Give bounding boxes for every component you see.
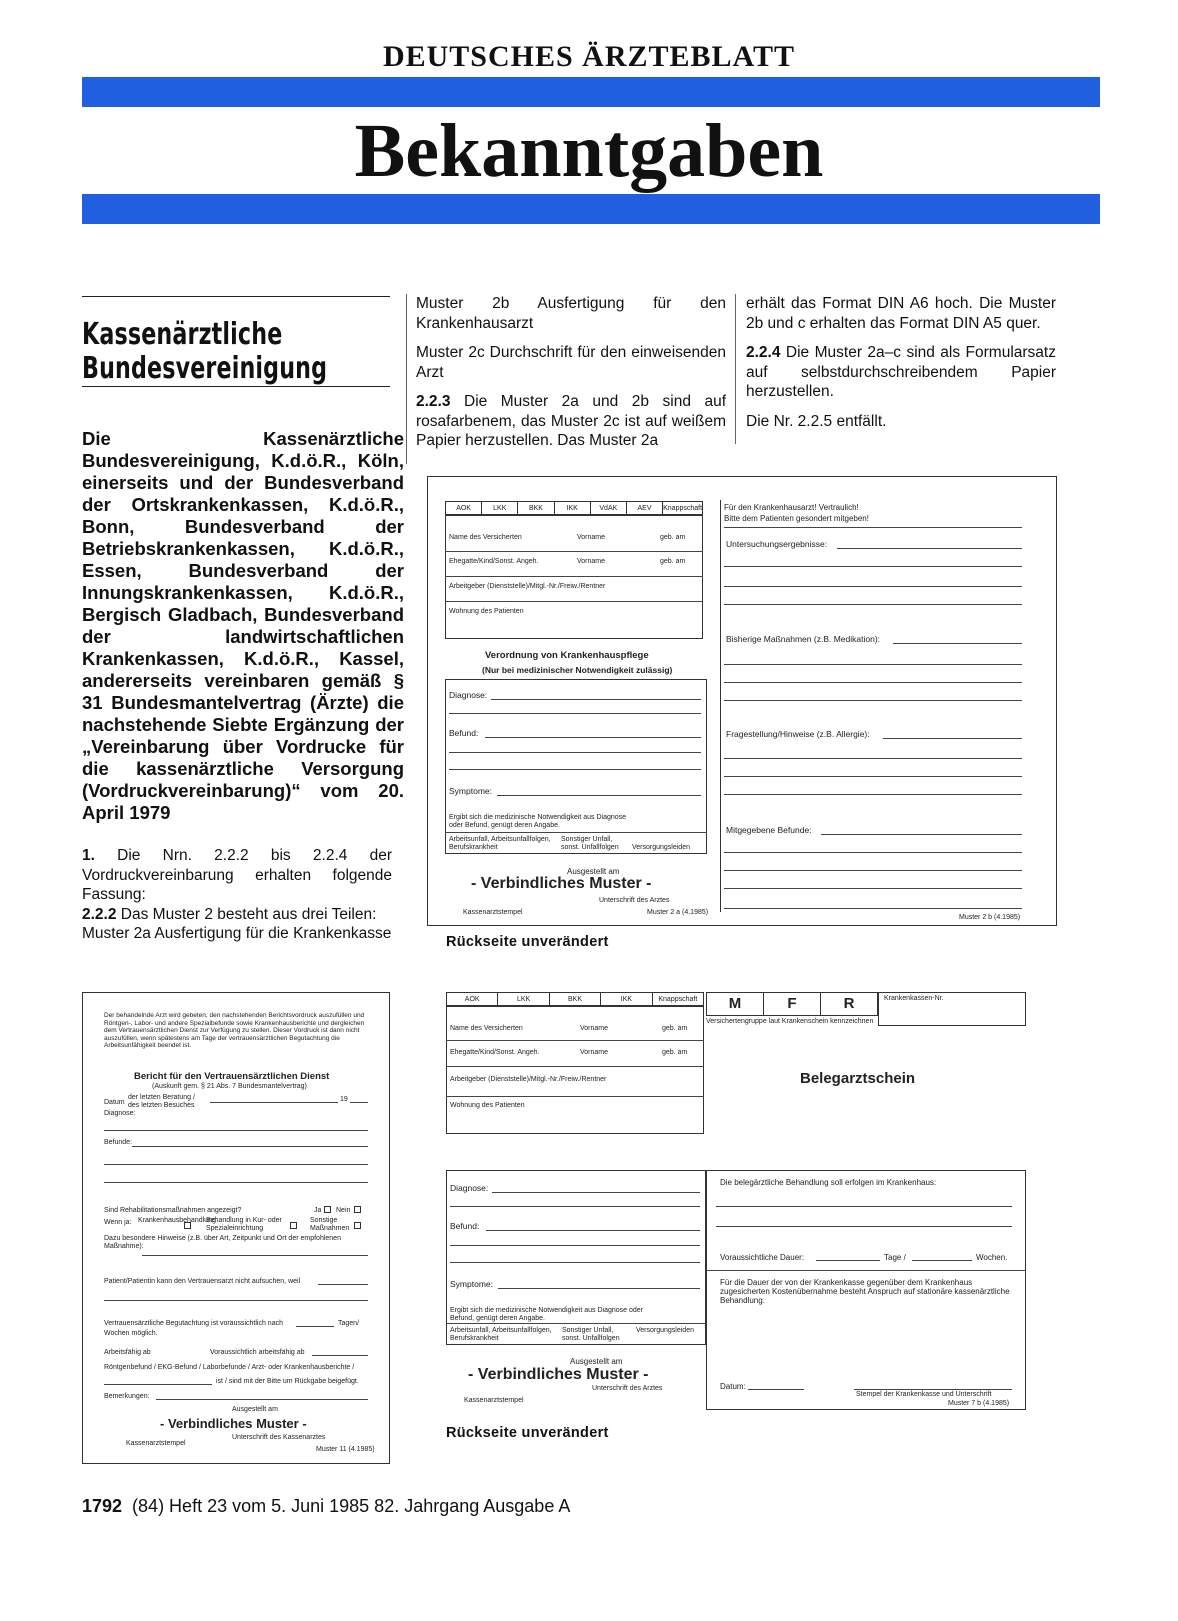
field-line — [312, 1355, 368, 1356]
tage-label: Tagen/ — [338, 1320, 360, 1327]
kh-label: Krankenhausbehandlung — [138, 1217, 216, 1224]
kassen-cell: VdAK — [591, 502, 627, 514]
column-divider — [735, 294, 736, 444]
kassen-cell: Knappschaft — [663, 505, 703, 512]
divider — [446, 1323, 706, 1324]
lead-paragraph: Die Kassenärztliche Bundesvereinigung, K.d.ö.R., Köln, einerseits und der Bundesverband der Ortskrankenkassen, K.d.ö.R., Bonn, Bundesverband der Betriebskrankenkassen, K.d.ö.R., Essen, Bundesverband der Innungskrankenkassen, K.d.ö.R., Bergisch Gladbach, Bundesverband der landwirtschaftlichen Krankenkassen, K.d.ö.R., Kassel, andererseits vereinbaren gemäß § 31 Bundesmantelvertrag (Ärzte) die nachstehende Siebte Ergänzung der „Vereinbarung über Vordrucke für die kassenärztliche Versorgung (Vordruckvereinbarung)“ vom 20. April 1979 — [82, 428, 404, 823]
paragraph: Die Nr. 2.2.5 entfällt. — [746, 412, 887, 430]
field-line — [497, 795, 701, 796]
divider — [445, 551, 703, 552]
section-title-line-2: Bundesvereinigung — [82, 351, 328, 386]
behandlung-label: Die belegärztliche Behandlung soll erfolgen im Krankenhaus: — [720, 1178, 937, 1187]
geb-label: geb. am — [662, 1025, 688, 1032]
field-line — [837, 548, 1022, 549]
form-muster-11 — [82, 992, 390, 1464]
krankenkassen-nr-label: Krankenkassen-Nr. — [884, 995, 944, 1002]
column-divider — [406, 294, 407, 464]
section-rule-bottom — [82, 386, 390, 387]
masthead: DEUTSCHES ÄRZTEBLATT — [382, 40, 796, 73]
datum-label: Datum: — [720, 1382, 746, 1391]
sonst-checkbox[interactable] — [354, 1222, 361, 1229]
column-1-text — [82, 846, 392, 954]
field-line — [724, 776, 1022, 777]
divider — [446, 1066, 704, 1067]
field-line — [893, 643, 1022, 644]
form-title: Belegarztschein — [800, 1070, 916, 1087]
arbeitgeber-label: Arbeitgeber (Dienststelle)/Mitgl.-Nr./Freiw./Rentner — [449, 583, 606, 590]
page-number: 1792 — [82, 1496, 123, 1516]
wenn-label: Wenn ja: — [104, 1219, 132, 1226]
item-number: 2.2.2 — [82, 905, 117, 923]
field-line — [816, 1260, 880, 1261]
field-line — [724, 758, 1022, 759]
field-line — [449, 769, 701, 770]
mitgeben-heading: Bitte dem Patienten gesondert mitgeben! — [724, 514, 869, 523]
unterschrift-label: Unterschrift des Arztes — [599, 897, 670, 904]
field-line — [854, 1389, 1012, 1390]
kassen-row — [446, 992, 704, 1006]
ausgestellt-label: Ausgestellt am — [567, 867, 620, 876]
field-line — [350, 1102, 368, 1103]
ja-checkbox[interactable] — [324, 1206, 331, 1213]
symptome-label: Symptome: — [449, 786, 492, 796]
column-2-text — [416, 294, 726, 461]
field-line — [724, 682, 1022, 683]
field-line — [491, 699, 701, 700]
paragraph: Das Muster 2 besteht aus drei Teilen: — [120, 905, 377, 923]
mfr-r: R — [843, 995, 855, 1012]
wohnung-label: Wohnung des Patienten — [449, 608, 524, 615]
tage-label: Tage / — [884, 1253, 906, 1262]
kassenarztstempel-label: Kassenarztstempel — [464, 1397, 524, 1404]
mfr-f: F — [764, 993, 821, 1015]
kassen-cell: Knappschaft — [658, 996, 698, 1003]
page-footer — [82, 1496, 570, 1517]
field-line — [450, 1206, 700, 1207]
header-bar-bottom — [82, 194, 1100, 224]
reha-question: Sind Rehabilitationsmaßnahmen angezeigt? — [104, 1207, 242, 1214]
unfall-label: Arbeitsunfall, Arbeitsunfallfolgen, Berufskrankheit — [449, 836, 551, 851]
kur-checkbox[interactable] — [290, 1222, 297, 1229]
field-line — [724, 888, 1022, 889]
field-line — [724, 566, 1022, 567]
muster-7b-label: Muster 7 b (4.1985) — [948, 1400, 1010, 1407]
fuer-dauer-text: Für die Dauer der von der Krankenkasse gegenüber dem Krankenhaus zugesicherten Kostenübernahme besteht Anspruch auf stationäre kassenärztliche Behandlung. — [720, 1278, 1010, 1305]
field-line — [104, 1384, 212, 1385]
section-title-line-1: Kassenärztliche — [82, 317, 283, 352]
form-divider — [720, 500, 721, 912]
kassen-cell: BKK — [518, 502, 554, 514]
muster-11-label: Muster 11 (4.1985) — [316, 1446, 375, 1453]
divider — [445, 576, 703, 577]
section-rule-top — [82, 296, 390, 297]
befund-label: Befund: — [449, 728, 479, 738]
wochen-label: Wochen. — [976, 1253, 1008, 1262]
kassen-row — [445, 501, 703, 515]
form-muster-2 — [427, 476, 1057, 936]
jahr-label: 19 — [340, 1096, 348, 1103]
kassen-cell: LKK — [482, 502, 518, 514]
field-line — [449, 752, 701, 753]
field-line — [492, 1192, 700, 1193]
vorname-label: Vorname — [577, 534, 606, 541]
column-3-text — [746, 294, 1056, 441]
versorgung-label: Versorgungsleiden — [636, 1327, 694, 1334]
nein-checkbox[interactable] — [354, 1206, 361, 1213]
field-line — [724, 664, 1022, 665]
field-line — [486, 1230, 700, 1231]
ja-label: Ja — [314, 1207, 322, 1214]
header-bar-top — [82, 77, 1100, 107]
paragraph: Die Muster 2a und 2b sind auf rosafarbenem, das Muster 2c ist auf weißem Papier herzustellen. Das Muster 2a — [416, 393, 726, 449]
name-label: Name des Versicherten — [449, 534, 522, 541]
kassen-cell: AEV — [627, 502, 663, 514]
paragraph: Die Muster 2a–c sind als Formularsatz auf selbstdurchschreibendem Papier herzustellen. — [746, 344, 1056, 400]
ergibt-note: Ergibt sich die medizinische Notwendigkeit aus Diagnose oder Befund, genügt deren Angabe. — [450, 1307, 643, 1322]
name-label: Name des Versicherten — [450, 1025, 523, 1032]
field-line — [724, 700, 1022, 701]
field-line — [318, 1284, 368, 1285]
kassen-cell: LKK — [498, 993, 549, 1005]
field-line — [716, 1226, 1012, 1227]
field-line — [724, 794, 1022, 795]
field-line — [104, 1300, 368, 1301]
wohnung-label: Wohnung des Patienten — [450, 1102, 525, 1109]
kassen-cell: AOK — [447, 993, 498, 1005]
field-line — [449, 713, 701, 714]
field-line — [724, 586, 1022, 587]
field-line — [132, 1146, 368, 1147]
stempel-kasse-label: Stempel der Krankenkasse und Unterschrift — [856, 1391, 992, 1398]
field-line — [716, 1206, 1012, 1207]
geb-label: geb. am — [660, 558, 686, 565]
field-line — [450, 1245, 700, 1246]
geb-label: geb. am — [662, 1049, 688, 1056]
kur-label: Behandlung in Kur- oder Spezialeinrichtung — [206, 1217, 282, 1232]
form-title: Verordnung von Krankenhauspflege — [485, 650, 649, 661]
field-line — [724, 870, 1022, 871]
form-subtitle: (Nur bei medizinischer Notwendigkeit zulässig) — [482, 665, 673, 675]
page-headline: Bekanntgaben — [354, 109, 824, 193]
field-line — [104, 1164, 368, 1165]
form-intro: Der behandelnde Arzt wird gebeten, den nachstehenden Berichtsvordruck auszufüllen und Röntgen-, Labor- und andere Spezialbefunde sowie Krankenhausberichte und dergleichen dem Vertrauensärztlichen Dienst zur Verfügung zu stellen. Dieser Vordruck ist dann nicht auszufüllen, wenn spätestens am Tage der vertrauensärztlichen Begutachtung die Arbeitsunfähigkeit beendet ist. — [104, 1012, 365, 1049]
field-line — [883, 738, 1022, 739]
versichertengruppe-label: Versichertengruppe laut Krankenschein kennzeichnen — [706, 1018, 874, 1025]
kassen-cell: AOK — [446, 502, 482, 514]
verbindliches-muster: - Verbindliches Muster - — [471, 875, 652, 892]
field-line — [724, 908, 1022, 909]
field-line — [724, 852, 1022, 853]
verbindliches-muster: - Verbindliches Muster - — [160, 1416, 307, 1431]
sonstiger-label: Sonstiger Unfall, sonst. Unfallfolgen — [562, 1327, 620, 1342]
muster-2a-label: Muster 2 a (4.1985) — [647, 909, 709, 916]
ehegatte-label: Ehegatte/Kind/Sonst. Angeh. — [450, 1049, 540, 1056]
field-line — [724, 527, 1022, 528]
paragraph: erhält das Format DIN A6 hoch. Die Muster 2b und c erhalten das Format DIN A5 quer. — [746, 295, 1056, 332]
mitgegebene-label: Mitgegebene Befunde: — [726, 825, 812, 835]
ehegatte-label: Ehegatte/Kind/Sonst. Angeh. — [449, 558, 539, 565]
item-number: 1. — [82, 847, 95, 864]
beratung-label: der letzten Beratung / des letzten Besuches — [128, 1094, 195, 1109]
vorauss-label: Voraussichtlich arbeitsfähig ab — [210, 1349, 305, 1356]
symptome-label: Symptome: — [450, 1279, 493, 1289]
vorname-label: Vorname — [580, 1049, 609, 1056]
field-line — [498, 1288, 700, 1289]
divider — [445, 832, 707, 833]
vertraulich-heading: Für den Krankenhausarzt! Vertraulich! — [724, 503, 859, 512]
versorgung-label: Versorgungsleiden — [632, 844, 690, 851]
ergibt-note: Ergibt sich die medizinische Notwendigkeit aus Diagnose oder Befund, genügt deren Angabe. — [449, 814, 627, 829]
field-line — [104, 1182, 368, 1183]
unterschrift-label: Unterschrift des Arztes — [592, 1385, 663, 1392]
unfall-label: Arbeitsunfall, Arbeitsunfallfolgen, Berufskrankheit — [450, 1327, 552, 1342]
kassen-cell: BKK — [550, 993, 601, 1005]
field-line — [450, 1262, 700, 1263]
field-line — [210, 1102, 338, 1103]
ist-label: ist / sind mit der Bitte um Rückgabe beigefügt. — [216, 1378, 359, 1385]
section-title — [82, 317, 328, 386]
ausgestellt-label: Ausgestellt am — [232, 1406, 278, 1413]
paragraph: Die Nrn. 2.2.2 bis 2.2.4 der Vordruckvereinbarung erhalten folgende Fassung: — [82, 847, 392, 903]
geb-label: geb. am — [660, 534, 686, 541]
rueckseite-note: Rückseite unverändert — [446, 934, 609, 950]
unterschrift-label: Unterschrift des Kassenarztes — [232, 1434, 326, 1441]
mfr-box — [706, 992, 878, 1016]
form-muster-7 — [444, 992, 1028, 1412]
begutachtung-label: Vertrauensärztliche Begutachtung ist voraussichtlich nach — [104, 1320, 283, 1327]
bemerkungen-label: Bemerkungen: — [104, 1393, 150, 1400]
diagnose-label: Diagnose: — [450, 1183, 489, 1193]
field-line — [485, 737, 701, 738]
sonstiger-label: Sonstiger Unfall, sonst. Unfallfolgen — [561, 836, 619, 851]
arbeitsfaehig-label: Arbeitsfähig ab — [104, 1349, 151, 1356]
issue-info: (84) Heft 23 vom 5. Juni 1985 82. Jahrgang Ausgabe A — [132, 1496, 571, 1516]
kh-checkbox[interactable] — [184, 1222, 191, 1229]
bisherige-label: Bisherige Maßnahmen (z.B. Medikation): — [726, 634, 881, 644]
item-number: 2.2.4 — [746, 344, 781, 361]
paragraph: Muster 2a Ausfertigung für die Krankenkasse — [82, 925, 392, 942]
vorname-label: Vorname — [577, 558, 606, 565]
diagnose-label: Diagnose: — [449, 690, 488, 700]
mfr-m: M — [707, 993, 764, 1015]
divider — [706, 1270, 1026, 1271]
field-line — [296, 1326, 334, 1327]
befund-label: Befund: — [450, 1221, 480, 1231]
field-line — [821, 834, 1022, 835]
verbindliches-muster: - Verbindliches Muster - — [468, 1366, 649, 1383]
item-number: 2.2.3 — [416, 393, 451, 410]
field-line — [104, 1130, 368, 1131]
muster-2b-label: Muster 2 b (4.1985) — [959, 914, 1021, 921]
roentgen-label: Röntgenbefund / EKG-Befund / Laborbefunde / Arzt- oder Krankenhausberichte / — [104, 1364, 355, 1371]
kassenarztstempel-label: Kassenarztstempel — [126, 1440, 186, 1447]
patient-label: Patient/Patientin kann den Vertrauensarzt nicht aufsuchen, weil — [104, 1278, 301, 1285]
kassen-cell: IKK — [555, 502, 591, 514]
form-title: Bericht für den Vertrauensärztlichen Dienst — [134, 1071, 330, 1082]
field-line — [748, 1389, 804, 1390]
rueckseite-note: Rückseite unverändert — [446, 1425, 609, 1441]
paragraph: Muster 2c Durchschrift für den einweisenden Arzt — [416, 344, 726, 381]
befunde-label: Befunde: — [104, 1139, 133, 1146]
wochen-label: Wochen möglich. — [104, 1330, 158, 1337]
nein-label: Nein — [336, 1207, 351, 1214]
hinweise-label: Dazu besondere Hinweise (z.B. über Art, Zeitpunkt und Ort der empfohlenen Maßnahme): — [104, 1235, 341, 1250]
paragraph: Muster 2b Ausfertigung für den Krankenhausarzt — [416, 295, 726, 332]
divider — [445, 601, 703, 602]
field-line — [156, 1399, 368, 1400]
field-line — [142, 1255, 368, 1256]
kassenarztstempel-label: Kassenarztstempel — [463, 909, 523, 916]
divider — [446, 1096, 704, 1097]
fragestellung-label: Fragestellung/Hinweise (z.B. Allergie): — [726, 729, 870, 739]
field-line — [724, 604, 1022, 605]
kassen-cell: IKK — [601, 993, 652, 1005]
vorname-label: Vorname — [580, 1025, 609, 1032]
divider — [446, 1040, 704, 1041]
ausgestellt-label: Ausgestellt am — [570, 1357, 623, 1366]
arbeitgeber-label: Arbeitgeber (Dienststelle)/Mitgl.-Nr./Freiw./Rentner — [450, 1076, 607, 1083]
diagnose-label: Diagnose: — [104, 1110, 136, 1117]
sonst-label: Sonstige Maßnahmen — [310, 1217, 350, 1232]
dauer-label: Voraussichtliche Dauer: — [720, 1253, 805, 1262]
form-subtitle: (Auskunft gem. § 21 Abs. 7 Bundesmantelvertrag) — [152, 1083, 307, 1090]
untersuchung-label: Untersuchungsergebnisse: — [726, 539, 828, 549]
field-line — [912, 1260, 972, 1261]
datum-label: Datum — [104, 1099, 125, 1106]
